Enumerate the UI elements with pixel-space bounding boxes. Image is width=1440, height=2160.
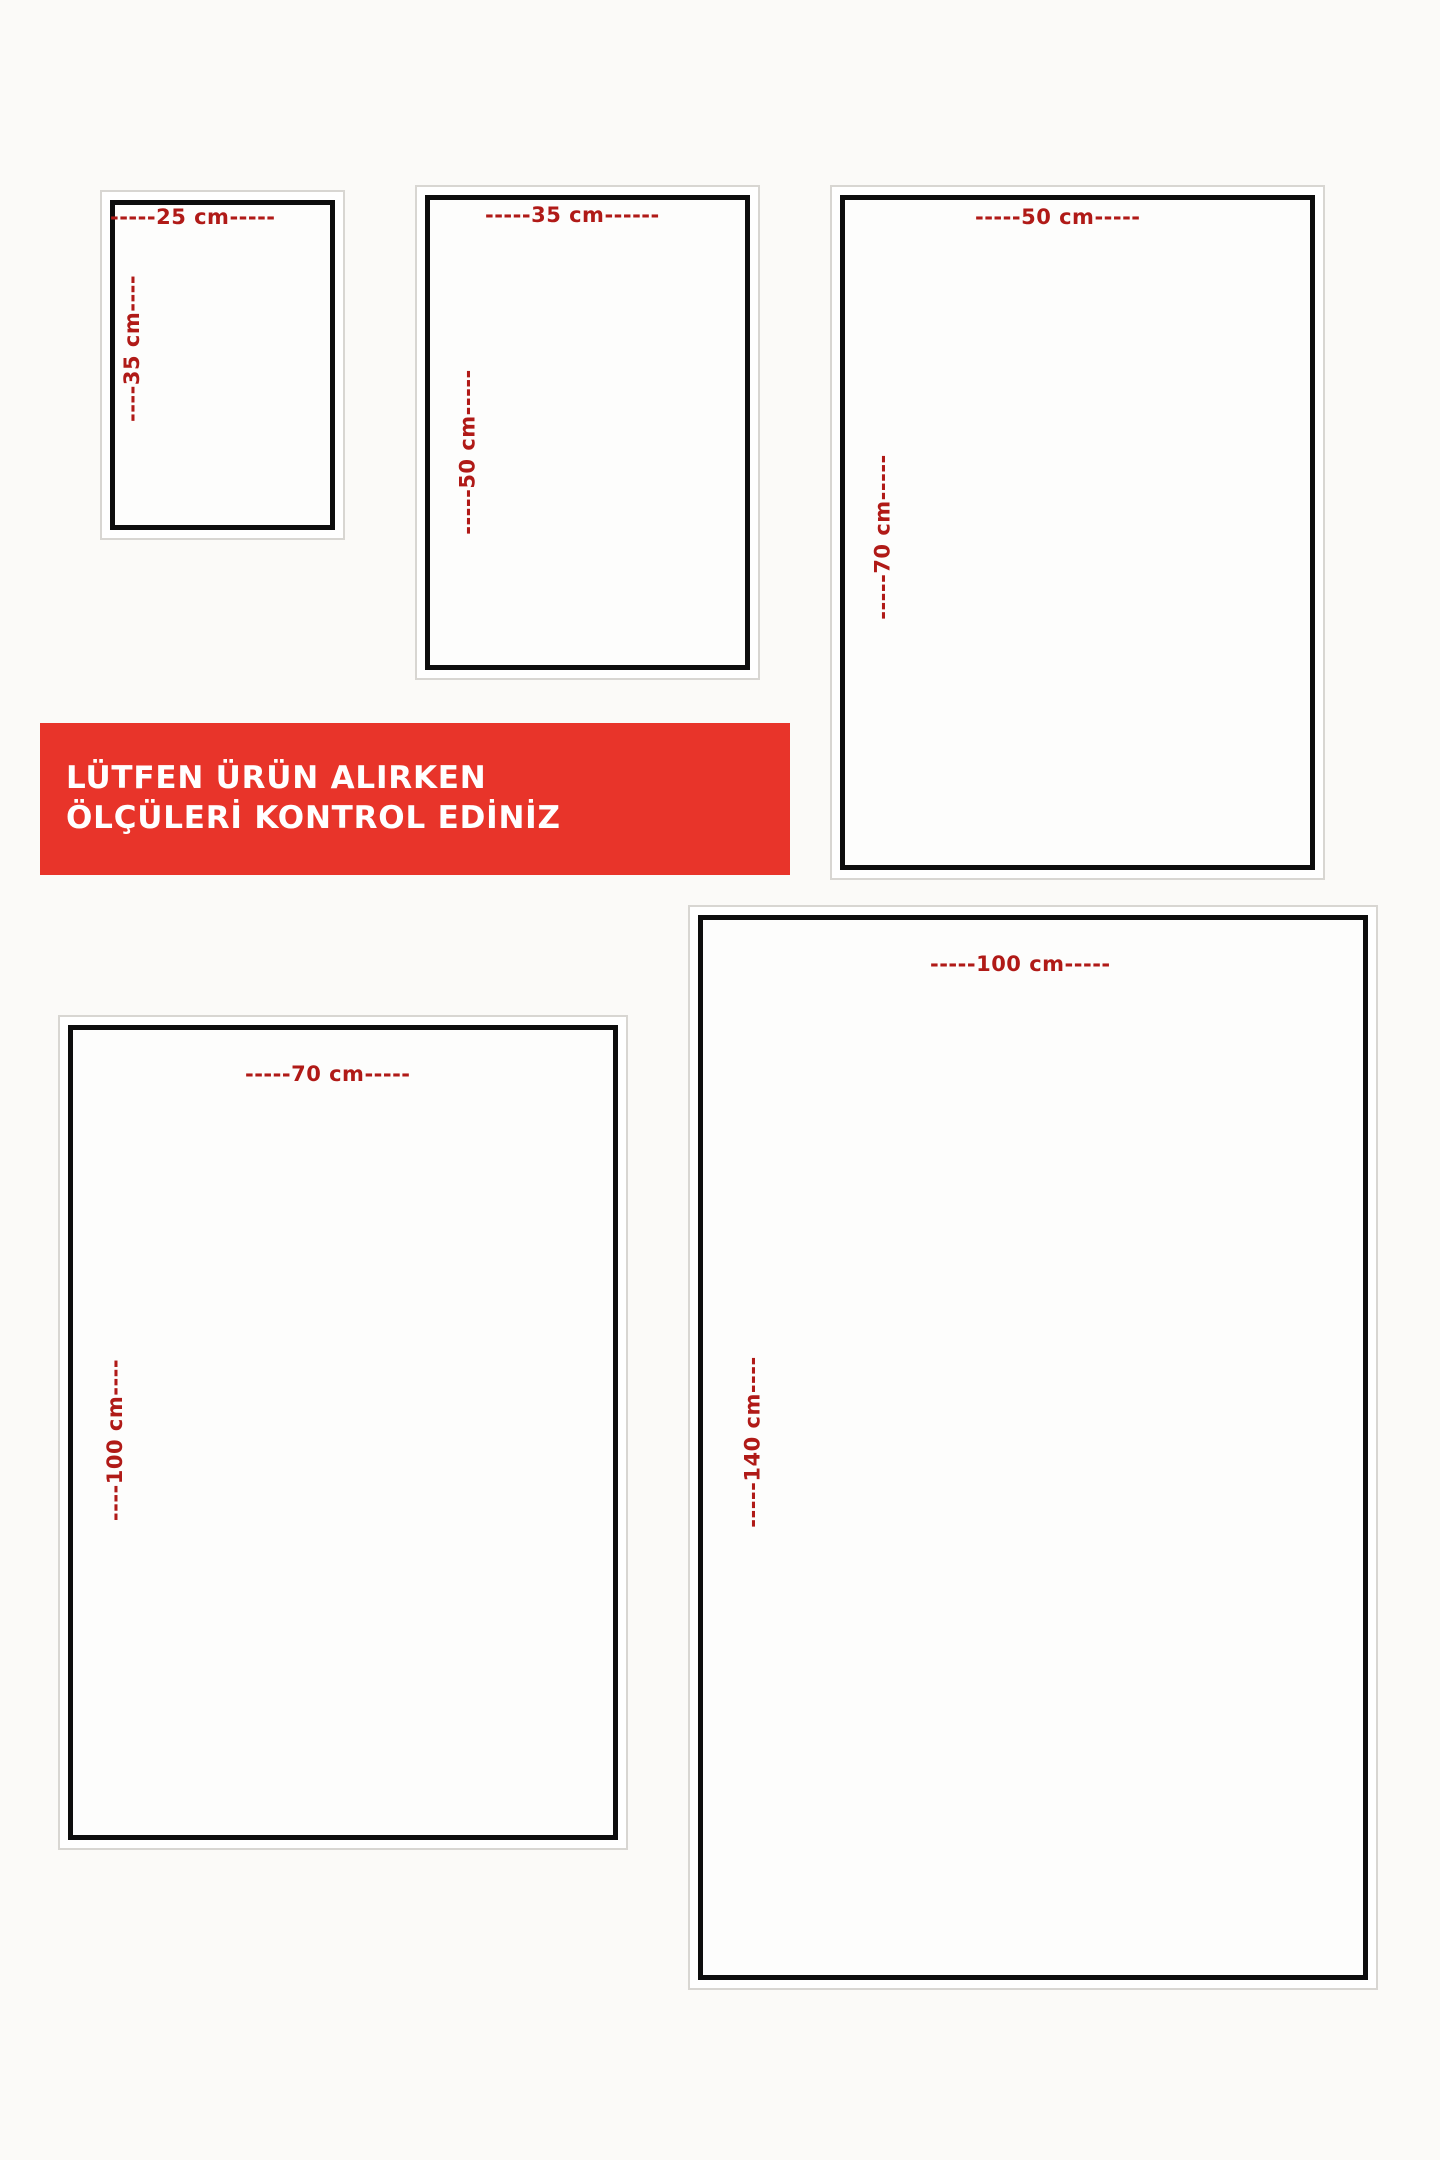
frame-50x70: [830, 185, 1325, 880]
frame-100x140-width-label: -----100 cm-----: [930, 952, 1111, 976]
warning-banner-line2: ÖLÇÜLERİ KONTROL EDİNİZ: [66, 800, 561, 836]
frame-100x140-inner: [698, 915, 1368, 1980]
frame-50x70-height-label: -----70 cm-----: [870, 454, 895, 620]
frame-70x100: [58, 1015, 628, 1850]
frame-100x140: [688, 905, 1378, 1990]
frame-70x100-width-label: -----70 cm-----: [245, 1062, 411, 1086]
warning-banner-line1: LÜTFEN ÜRÜN ALIRKEN: [66, 760, 487, 797]
frame-25x35-height-label: ----35 cm----: [120, 274, 144, 422]
frame-25x35-width-label: -----25 cm-----: [110, 205, 276, 229]
frame-70x100-height-label: ----100 cm----: [103, 1358, 127, 1522]
warning-banner: [40, 723, 790, 875]
frame-100x140-height-label: -----140 cm----: [740, 1356, 765, 1528]
frame-35x50-width-label: -----35 cm------: [485, 203, 660, 227]
frame-50x70-width-label: -----50 cm-----: [975, 205, 1141, 229]
frame-35x50-height-label: -----50 cm-----: [455, 369, 480, 535]
frame-50x70-inner: [840, 195, 1315, 870]
frame-70x100-inner: [68, 1025, 618, 1840]
